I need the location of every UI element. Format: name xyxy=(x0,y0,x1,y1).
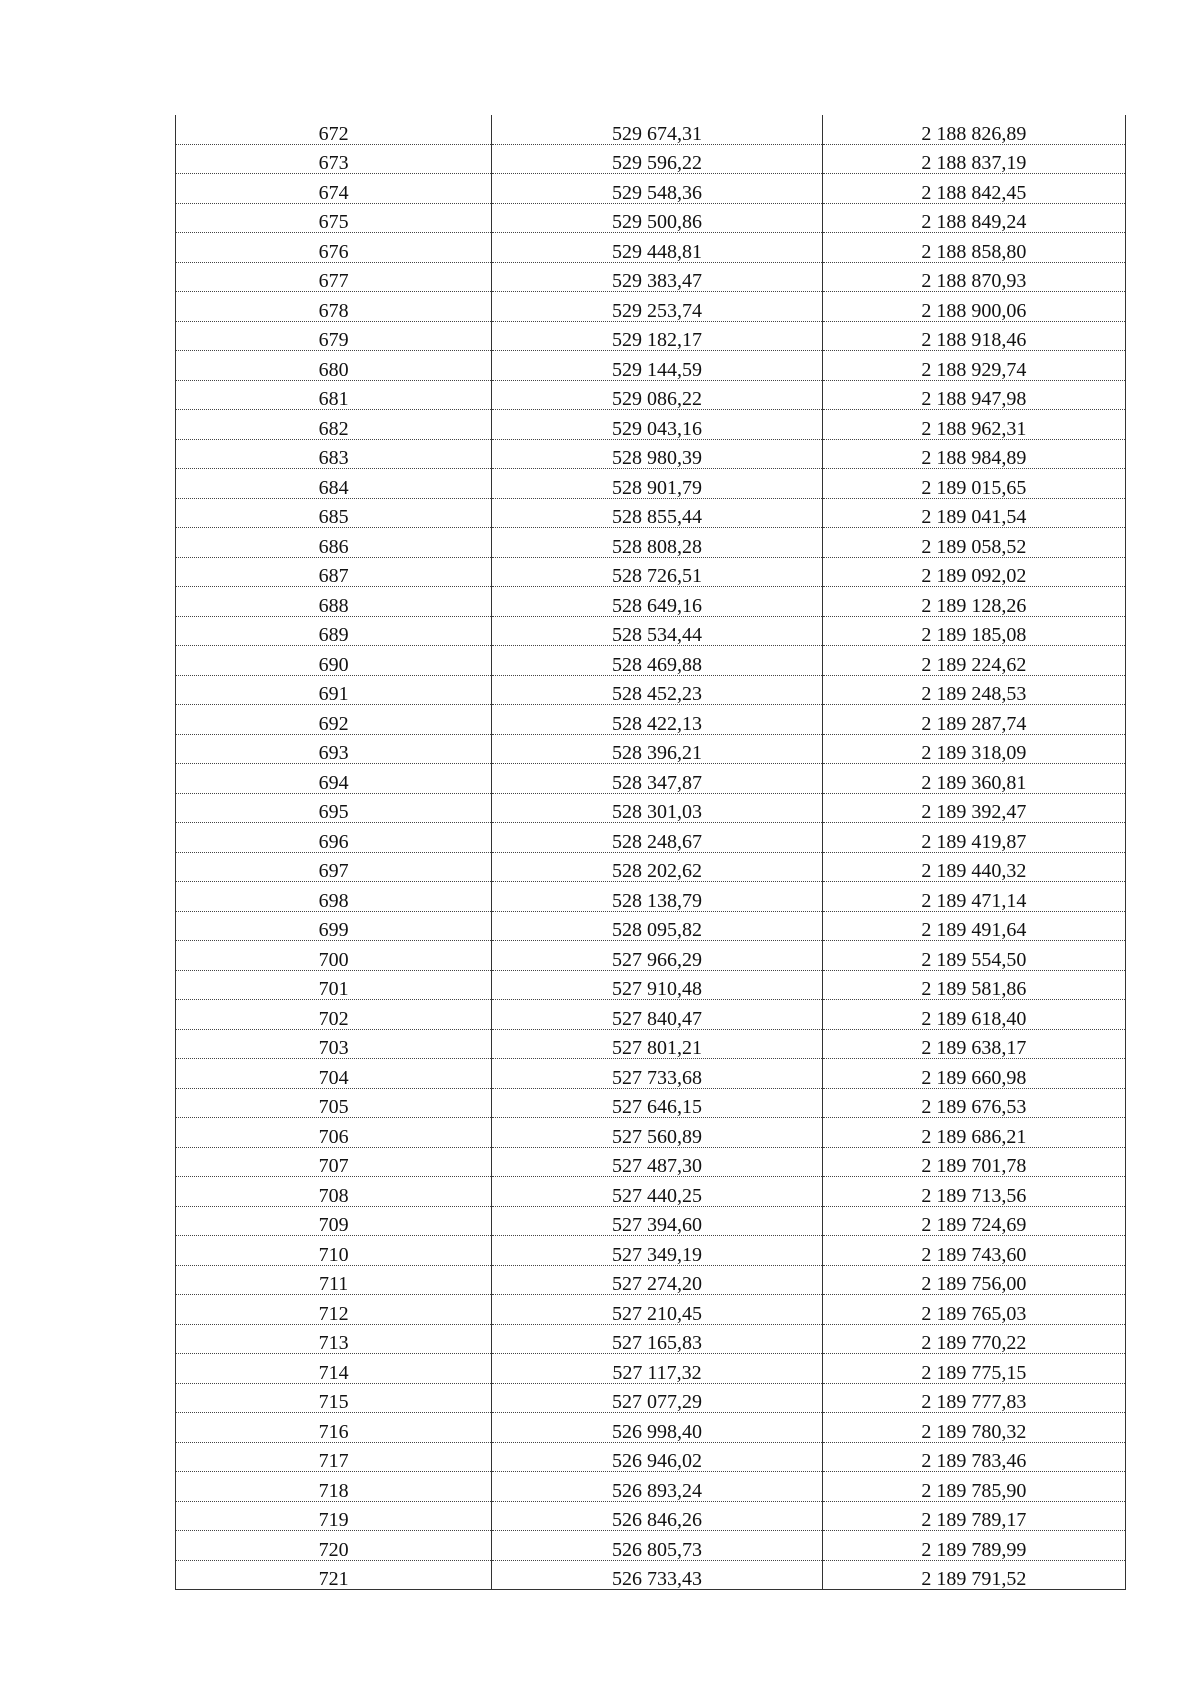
y-coordinate-cell: 2 189 713,56 xyxy=(822,1177,1125,1207)
point-number-cell: 719 xyxy=(176,1501,492,1531)
x-coordinate-cell: 527 274,20 xyxy=(492,1265,822,1295)
table-row xyxy=(176,292,1126,322)
y-coordinate-cell: 2 189 701,78 xyxy=(822,1147,1125,1177)
x-coordinate-cell: 528 469,88 xyxy=(492,646,822,676)
x-coordinate-cell: 528 649,16 xyxy=(492,587,822,617)
y-coordinate-cell: 2 189 765,03 xyxy=(822,1295,1125,1325)
x-coordinate-cell: 529 548,36 xyxy=(492,174,822,204)
y-coordinate-cell: 2 189 041,54 xyxy=(822,498,1125,528)
y-coordinate-cell: 2 189 638,17 xyxy=(822,1029,1125,1059)
y-coordinate-cell: 2 189 660,98 xyxy=(822,1059,1125,1089)
point-number-cell: 712 xyxy=(176,1295,492,1325)
point-number-cell: 683 xyxy=(176,439,492,469)
y-coordinate-cell: 2 189 724,69 xyxy=(822,1206,1125,1236)
x-coordinate-cell: 528 396,21 xyxy=(492,734,822,764)
x-coordinate-cell: 526 998,40 xyxy=(492,1413,822,1443)
y-coordinate-cell: 2 188 947,98 xyxy=(822,380,1125,410)
table-row xyxy=(176,262,1126,292)
point-number-cell: 697 xyxy=(176,852,492,882)
point-number-cell: 692 xyxy=(176,705,492,735)
point-number-cell: 704 xyxy=(176,1059,492,1089)
table-row xyxy=(176,1501,1126,1531)
point-number-cell: 703 xyxy=(176,1029,492,1059)
y-coordinate-cell: 2 189 419,87 xyxy=(822,823,1125,853)
point-number-cell: 672 xyxy=(176,115,492,144)
point-number-cell: 718 xyxy=(176,1472,492,1502)
point-number-cell: 708 xyxy=(176,1177,492,1207)
x-coordinate-cell: 529 500,86 xyxy=(492,203,822,233)
point-number-cell: 711 xyxy=(176,1265,492,1295)
x-coordinate-cell: 529 448,81 xyxy=(492,233,822,263)
point-number-cell: 689 xyxy=(176,616,492,646)
point-number-cell: 686 xyxy=(176,528,492,558)
table-row xyxy=(176,705,1126,735)
table-row xyxy=(176,1265,1126,1295)
table-row xyxy=(176,1354,1126,1384)
table-row xyxy=(176,852,1126,882)
y-coordinate-cell: 2 189 789,99 xyxy=(822,1531,1125,1561)
table-row xyxy=(176,498,1126,528)
y-coordinate-cell: 2 188 929,74 xyxy=(822,351,1125,381)
table-row xyxy=(176,469,1126,499)
x-coordinate-cell: 526 846,26 xyxy=(492,1501,822,1531)
x-coordinate-cell: 528 808,28 xyxy=(492,528,822,558)
y-coordinate-cell: 2 188 984,89 xyxy=(822,439,1125,469)
table-row xyxy=(176,911,1126,941)
point-number-cell: 681 xyxy=(176,380,492,410)
point-number-cell: 675 xyxy=(176,203,492,233)
point-number-cell: 700 xyxy=(176,941,492,971)
x-coordinate-cell: 528 422,13 xyxy=(492,705,822,735)
x-coordinate-cell: 528 901,79 xyxy=(492,469,822,499)
x-coordinate-cell: 527 733,68 xyxy=(492,1059,822,1089)
point-number-cell: 698 xyxy=(176,882,492,912)
point-number-cell: 715 xyxy=(176,1383,492,1413)
x-coordinate-cell: 528 095,82 xyxy=(492,911,822,941)
x-coordinate-cell: 527 910,48 xyxy=(492,970,822,1000)
x-coordinate-cell: 527 840,47 xyxy=(492,1000,822,1030)
x-coordinate-cell: 528 301,03 xyxy=(492,793,822,823)
x-coordinate-cell: 526 946,02 xyxy=(492,1442,822,1472)
y-coordinate-cell: 2 189 360,81 xyxy=(822,764,1125,794)
x-coordinate-cell: 528 347,87 xyxy=(492,764,822,794)
y-coordinate-cell: 2 188 900,06 xyxy=(822,292,1125,322)
point-number-cell: 706 xyxy=(176,1118,492,1148)
table-row xyxy=(176,115,1126,144)
x-coordinate-cell: 529 674,31 xyxy=(492,115,822,144)
y-coordinate-cell: 2 188 858,80 xyxy=(822,233,1125,263)
y-coordinate-cell: 2 189 618,40 xyxy=(822,1000,1125,1030)
y-coordinate-cell: 2 189 058,52 xyxy=(822,528,1125,558)
table-row xyxy=(176,941,1126,971)
x-coordinate-cell: 526 733,43 xyxy=(492,1560,822,1590)
x-coordinate-cell: 527 487,30 xyxy=(492,1147,822,1177)
table-row xyxy=(176,1236,1126,1266)
point-number-cell: 694 xyxy=(176,764,492,794)
point-number-cell: 705 xyxy=(176,1088,492,1118)
table-row xyxy=(176,380,1126,410)
point-number-cell: 679 xyxy=(176,321,492,351)
x-coordinate-cell: 527 966,29 xyxy=(492,941,822,971)
point-number-cell: 714 xyxy=(176,1354,492,1384)
x-coordinate-cell: 527 077,29 xyxy=(492,1383,822,1413)
x-coordinate-cell: 529 596,22 xyxy=(492,144,822,174)
table-row xyxy=(176,1206,1126,1236)
y-coordinate-cell: 2 189 392,47 xyxy=(822,793,1125,823)
x-coordinate-cell: 526 805,73 xyxy=(492,1531,822,1561)
x-coordinate-cell: 529 383,47 xyxy=(492,262,822,292)
table-row xyxy=(176,1472,1126,1502)
table-row xyxy=(176,1413,1126,1443)
table-row xyxy=(176,793,1126,823)
point-number-cell: 702 xyxy=(176,1000,492,1030)
table-row xyxy=(176,1147,1126,1177)
y-coordinate-cell: 2 189 128,26 xyxy=(822,587,1125,617)
y-coordinate-cell: 2 189 224,62 xyxy=(822,646,1125,676)
y-coordinate-cell: 2 189 676,53 xyxy=(822,1088,1125,1118)
table-row xyxy=(176,1118,1126,1148)
table-row xyxy=(176,410,1126,440)
x-coordinate-cell: 528 855,44 xyxy=(492,498,822,528)
table-row xyxy=(176,174,1126,204)
table-row xyxy=(176,646,1126,676)
table-row xyxy=(176,675,1126,705)
x-coordinate-cell: 528 202,62 xyxy=(492,852,822,882)
coordinates-table-body xyxy=(176,115,1126,1590)
y-coordinate-cell: 2 189 791,52 xyxy=(822,1560,1125,1590)
x-coordinate-cell: 527 801,21 xyxy=(492,1029,822,1059)
coordinates-table xyxy=(175,115,1126,1590)
point-number-cell: 693 xyxy=(176,734,492,764)
table-row xyxy=(176,882,1126,912)
table-row xyxy=(176,1177,1126,1207)
y-coordinate-cell: 2 188 837,19 xyxy=(822,144,1125,174)
x-coordinate-cell: 527 210,45 xyxy=(492,1295,822,1325)
y-coordinate-cell: 2 189 686,21 xyxy=(822,1118,1125,1148)
table-row xyxy=(176,439,1126,469)
table-row xyxy=(176,1383,1126,1413)
y-coordinate-cell: 2 189 789,17 xyxy=(822,1501,1125,1531)
point-number-cell: 709 xyxy=(176,1206,492,1236)
y-coordinate-cell: 2 189 770,22 xyxy=(822,1324,1125,1354)
y-coordinate-cell: 2 189 743,60 xyxy=(822,1236,1125,1266)
table-row xyxy=(176,557,1126,587)
x-coordinate-cell: 527 394,60 xyxy=(492,1206,822,1236)
x-coordinate-cell: 529 086,22 xyxy=(492,380,822,410)
x-coordinate-cell: 527 560,89 xyxy=(492,1118,822,1148)
x-coordinate-cell: 528 726,51 xyxy=(492,557,822,587)
y-coordinate-cell: 2 189 581,86 xyxy=(822,970,1125,1000)
table-row xyxy=(176,1324,1126,1354)
point-number-cell: 685 xyxy=(176,498,492,528)
point-number-cell: 676 xyxy=(176,233,492,263)
table-row xyxy=(176,764,1126,794)
point-number-cell: 691 xyxy=(176,675,492,705)
table-row xyxy=(176,351,1126,381)
point-number-cell: 680 xyxy=(176,351,492,381)
point-number-cell: 678 xyxy=(176,292,492,322)
x-coordinate-cell: 528 534,44 xyxy=(492,616,822,646)
y-coordinate-cell: 2 189 756,00 xyxy=(822,1265,1125,1295)
point-number-cell: 690 xyxy=(176,646,492,676)
point-number-cell: 677 xyxy=(176,262,492,292)
point-number-cell: 687 xyxy=(176,557,492,587)
x-coordinate-cell: 529 182,17 xyxy=(492,321,822,351)
table-row xyxy=(176,823,1126,853)
point-number-cell: 717 xyxy=(176,1442,492,1472)
point-number-cell: 699 xyxy=(176,911,492,941)
x-coordinate-cell: 527 349,19 xyxy=(492,1236,822,1266)
x-coordinate-cell: 527 646,15 xyxy=(492,1088,822,1118)
y-coordinate-cell: 2 189 491,64 xyxy=(822,911,1125,941)
y-coordinate-cell: 2 188 842,45 xyxy=(822,174,1125,204)
y-coordinate-cell: 2 189 777,83 xyxy=(822,1383,1125,1413)
y-coordinate-cell: 2 189 775,15 xyxy=(822,1354,1125,1384)
table-row xyxy=(176,1029,1126,1059)
x-coordinate-cell: 526 893,24 xyxy=(492,1472,822,1502)
y-coordinate-cell: 2 188 962,31 xyxy=(822,410,1125,440)
x-coordinate-cell: 527 440,25 xyxy=(492,1177,822,1207)
x-coordinate-cell: 527 165,83 xyxy=(492,1324,822,1354)
x-coordinate-cell: 529 253,74 xyxy=(492,292,822,322)
x-coordinate-cell: 529 043,16 xyxy=(492,410,822,440)
y-coordinate-cell: 2 189 471,14 xyxy=(822,882,1125,912)
table-row xyxy=(176,970,1126,1000)
y-coordinate-cell: 2 188 918,46 xyxy=(822,321,1125,351)
y-coordinate-cell: 2 189 554,50 xyxy=(822,941,1125,971)
y-coordinate-cell: 2 188 826,89 xyxy=(822,115,1125,144)
table-row xyxy=(176,1295,1126,1325)
point-number-cell: 682 xyxy=(176,410,492,440)
point-number-cell: 688 xyxy=(176,587,492,617)
table-row xyxy=(176,203,1126,233)
y-coordinate-cell: 2 189 185,08 xyxy=(822,616,1125,646)
table-row xyxy=(176,1088,1126,1118)
x-coordinate-cell: 527 117,32 xyxy=(492,1354,822,1384)
x-coordinate-cell: 528 980,39 xyxy=(492,439,822,469)
point-number-cell: 673 xyxy=(176,144,492,174)
point-number-cell: 674 xyxy=(176,174,492,204)
table-row xyxy=(176,321,1126,351)
point-number-cell: 710 xyxy=(176,1236,492,1266)
table-row xyxy=(176,1000,1126,1030)
x-coordinate-cell: 528 248,67 xyxy=(492,823,822,853)
table-row xyxy=(176,734,1126,764)
table-row xyxy=(176,528,1126,558)
point-number-cell: 716 xyxy=(176,1413,492,1443)
table-row xyxy=(176,1059,1126,1089)
point-number-cell: 701 xyxy=(176,970,492,1000)
point-number-cell: 720 xyxy=(176,1531,492,1561)
y-coordinate-cell: 2 188 849,24 xyxy=(822,203,1125,233)
y-coordinate-cell: 2 189 015,65 xyxy=(822,469,1125,499)
y-coordinate-cell: 2 189 092,02 xyxy=(822,557,1125,587)
point-number-cell: 721 xyxy=(176,1560,492,1590)
y-coordinate-cell: 2 189 783,46 xyxy=(822,1442,1125,1472)
point-number-cell: 713 xyxy=(176,1324,492,1354)
table-row xyxy=(176,233,1126,263)
y-coordinate-cell: 2 188 870,93 xyxy=(822,262,1125,292)
table-row xyxy=(176,144,1126,174)
point-number-cell: 696 xyxy=(176,823,492,853)
table-row xyxy=(176,1442,1126,1472)
y-coordinate-cell: 2 189 318,09 xyxy=(822,734,1125,764)
table-row xyxy=(176,587,1126,617)
point-number-cell: 707 xyxy=(176,1147,492,1177)
x-coordinate-cell: 528 138,79 xyxy=(492,882,822,912)
x-coordinate-cell: 529 144,59 xyxy=(492,351,822,381)
y-coordinate-cell: 2 189 248,53 xyxy=(822,675,1125,705)
table-row xyxy=(176,1531,1126,1561)
point-number-cell: 684 xyxy=(176,469,492,499)
y-coordinate-cell: 2 189 440,32 xyxy=(822,852,1125,882)
y-coordinate-cell: 2 189 780,32 xyxy=(822,1413,1125,1443)
y-coordinate-cell: 2 189 287,74 xyxy=(822,705,1125,735)
x-coordinate-cell: 528 452,23 xyxy=(492,675,822,705)
y-coordinate-cell: 2 189 785,90 xyxy=(822,1472,1125,1502)
point-number-cell: 695 xyxy=(176,793,492,823)
table-row xyxy=(176,616,1126,646)
table-row xyxy=(176,1560,1126,1590)
